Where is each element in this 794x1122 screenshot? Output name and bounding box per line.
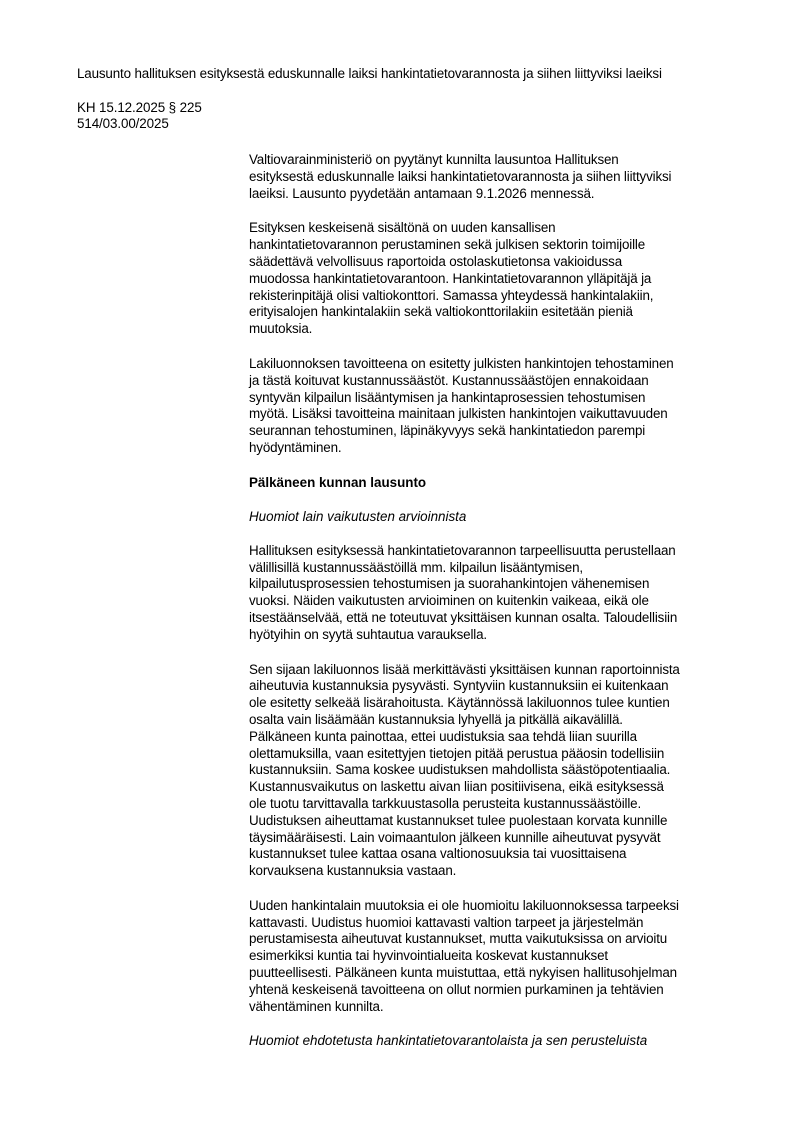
text-line: Uuden hankintalain muutoksia ei ole huomioitu lakiluonnoksessa tarpeeksi xyxy=(249,897,679,913)
text-line: korvauksena kustannuksia vastaan. xyxy=(249,863,457,879)
document-meta xyxy=(77,100,202,132)
text-line: myötä. Lisäksi tavoitteina mainitaan julkisten hankintojen vaikuttavuuden xyxy=(249,406,668,422)
text-line: rekisterinpitäjä olisi valtiokonttori. Samassa yhteydessä hankintalakiin, xyxy=(249,287,654,303)
text-line: säädettävä velvollisuus raportoida ostolaskutietonsa vakioidussa xyxy=(249,253,623,269)
text-line: kilpailutusprosessien tehostumisen ja suorahankintojen vähenemisen xyxy=(249,576,650,592)
text-line: seurannan tehostuminen, läpinäkyvyys sekä hankintatiedon parempi xyxy=(249,423,646,439)
text-line: kustannuksiin. Sama koskee uudistuksen mahdollista säästöpotentiaalia. xyxy=(249,762,671,778)
text-line: Esityksen keskeisenä sisältönä on uuden kansallisen xyxy=(249,220,556,236)
text-line: täysimääräisesti. Lain voimaantulon jälkeen kunnille aiheutuvat pysyvät xyxy=(249,829,661,845)
text-line: välillisillä kustannussäästöillä mm. kilpailun lisääntymisen, xyxy=(249,559,583,575)
text-line: puutteellisesti. Pälkäneen kunta muistuttaa, että nykyisen hallitusohjelman xyxy=(249,965,677,981)
text-line: kustannukset tulee kattaa osana valtionosuuksia tai vuosittaisena xyxy=(249,846,627,862)
text-line: Pälkäneen kunta painottaa, ettei uudistuksia saa tehdä liian suurilla xyxy=(249,728,637,744)
intro-paragraph xyxy=(249,152,749,202)
text-line: kattavasti. Uudistus huomioi kattavasti valtion tarpeet ja järjestelmän xyxy=(249,914,644,930)
text-line: muutoksia. xyxy=(249,321,313,337)
document-title: Lausunto hallituksen esityksestä eduskunnalle laiksi hankintatietovarannosta ja siihen liittyviksi laeiksi xyxy=(77,66,662,81)
text-line: erityisalojen hankintalakiin sekä valtiokonttorilakiin esitetään pieniä xyxy=(249,304,633,320)
text-line: hyötyihin on syytä suhtautua varauksella. xyxy=(249,626,488,642)
text-line: Hallituksen esityksessä hankintatietovarannon tarpeellisuutta perustellaan xyxy=(249,542,676,558)
text-line: olettamuksilla, vaan esitettyjen tietojen pitää perustua pääosin todellisiin xyxy=(249,745,665,761)
text-line: yhtenä keskeisenä tavoitteena on ollut normien purkaminen ja tehtävien xyxy=(249,981,664,997)
statement-paragraph xyxy=(249,898,749,1016)
text-line: vähentäminen kunnilta. xyxy=(249,998,384,1014)
subheading-proposed-law: Huomiot ehdotetusta hankintatietovarantolaista ja sen perusteluista xyxy=(249,1033,648,1049)
subheading-impact-assessment: Huomiot lain vaikutusten arvioinnista xyxy=(249,508,467,524)
text-line: ole tuotu tarvittavalla tarkkuustasolla perusteita kustannussäästöille. xyxy=(249,795,642,811)
text-line: esimerkiksi kuntia tai hyvinvointialueita koskevat kustannukset xyxy=(249,948,608,964)
text-line: itsestäänselvää, että ne toteutuvat yksittäisen kunnan osalta. Taloudellisiin xyxy=(249,609,678,625)
text-line: hankintatietovarannon perustaminen sekä julkisen sektorin toimijoille xyxy=(249,237,646,253)
content-paragraph xyxy=(249,220,749,338)
text-line: Sen sijaan lakiluonnos lisää merkittävästi yksittäisen kunnan raportoinnista xyxy=(249,661,680,677)
text-line: hyödyntäminen. xyxy=(249,439,342,455)
text-line: syntyvän kilpailun lisääntymisen ja hankintaprosessien tehostumisen xyxy=(249,389,646,405)
statement-paragraph xyxy=(249,662,749,880)
text-line: Valtiovarainministeriö on pyytänyt kunnilta lausuntoa Hallituksen xyxy=(249,152,619,167)
text-line: esityksestä eduskunnalle laiksi hankintatietovarannosta ja siihen liittyviksi xyxy=(249,168,672,184)
document-body xyxy=(249,152,749,1067)
text-line: perustamisesta aiheutuvat kustannukset, mutta vaikutuksissa on arvioitu xyxy=(249,931,668,947)
text-line: ja tästä koituvat kustannussäästöt. Kustannussäästöjen ennakoidaan xyxy=(249,372,649,388)
record-number: 514/03.00/2025 xyxy=(77,116,169,131)
text-line: Kustannusvaikutus on laskettu aivan liian positiivisena, eikä esityksessä xyxy=(249,779,664,795)
goals-paragraph xyxy=(249,356,749,457)
text-line: Uudistuksen aiheuttamat kustannukset tulee puolestaan korvata kunnille xyxy=(249,812,668,828)
text-line: ole esitetty selkeää lisärahoitusta. Käytännössä lakiluonnos tulee kuntien xyxy=(249,695,670,711)
text-line: Lakiluonnoksen tavoitteena on esitetty julkisten hankintojen tehostaminen xyxy=(249,355,674,371)
text-line: vuoksi. Näiden vaikutusten arvioiminen on kuitenkin vaikeaa, eikä ole xyxy=(249,593,649,609)
text-line: laeiksi. Lausunto pyydetään antamaan 9.1.2026 mennessä. xyxy=(249,185,595,201)
text-line: aiheutuvia kustannuksia pysyvästi. Syntyviin kustannuksiin ei kuitenkaan xyxy=(249,678,669,694)
text-line: muodossa hankintatietovarantoon. Hankintatietovarannon ylläpitäjä ja xyxy=(249,270,652,286)
text-line: osalta vain lisäämään kustannuksia lyhyellä ja pitkällä aikavälillä. xyxy=(249,711,623,727)
statement-heading: Pälkäneen kunnan lausunto xyxy=(249,474,427,490)
statement-paragraph xyxy=(249,543,749,644)
meeting-reference: KH 15.12.2025 § 225 xyxy=(77,100,202,115)
